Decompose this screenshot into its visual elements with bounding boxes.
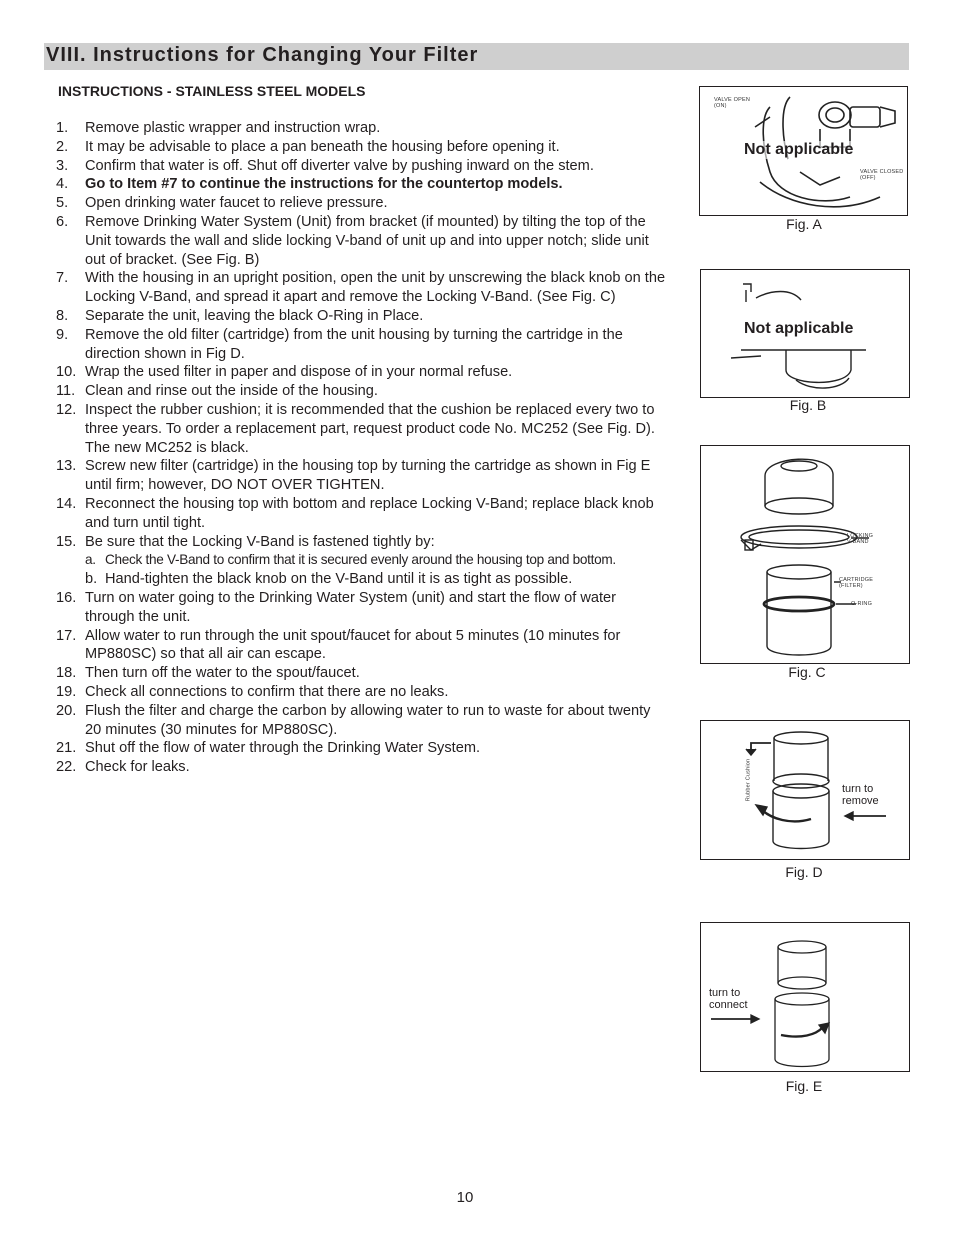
figure-a [699, 86, 908, 216]
subheading: INSTRUCTIONS - STAINLESS STEEL MODELS [58, 83, 366, 99]
label-locking-v-band: LOCKING V-BAND [847, 533, 874, 545]
page-title: VIII. Instructions for Changing Your Filter [46, 44, 479, 66]
list-item [56, 664, 666, 683]
step-number: 12. [56, 401, 77, 418]
step-number: 19. [56, 683, 77, 700]
list-item [56, 758, 666, 777]
figure-d [700, 720, 910, 860]
list-item [56, 382, 666, 401]
step-number: 1. [56, 120, 69, 136]
step-text: Check all connections to confirm that there are no leaks. [85, 683, 449, 700]
step-text: Shut off the flow of water through the Drinking Water System. [85, 740, 481, 757]
step-text: Clean and rinse out the inside of the housing. [85, 383, 378, 400]
step-number: 8. [56, 307, 69, 324]
figure-e [700, 922, 910, 1072]
step-number: 9. [56, 326, 69, 343]
list-item [56, 363, 666, 382]
step-text-bold: Go to Item #7 to continue the instructions for the countertop models. [85, 176, 563, 193]
step-number: 18. [56, 665, 77, 682]
label-valve-open: VALVE OPEN (ON) [714, 97, 751, 109]
step-text: Turn on water going to the Drinking Water System (unit) and start the flow of water through the unit. [85, 589, 617, 625]
step-text: Allow water to run through the unit spout/faucet for about 5 minutes (10 minutes for MP880SC) so that all air can escape. [85, 627, 621, 663]
step-text: Be sure that the Locking V-Band is fastened tightly by: [85, 533, 435, 550]
step-text: It may be advisable to place a pan beneath the housing before opening it. [85, 138, 560, 155]
step-number: 16. [56, 589, 77, 606]
step-text: Wrap the used filter in paper and dispose of in your normal refuse. [85, 364, 513, 381]
step-number: 13. [56, 458, 77, 475]
step-text: Flush the filter and charge the carbon by allowing water to run to waste for about twenty 20 minutes (30 minutes for MP880SC). [85, 702, 651, 738]
step-number: 7. [56, 270, 69, 287]
sub-text: Hand-tighten the black knob on the V-Band until it is as tight as possible. [105, 571, 573, 588]
list-item [56, 119, 666, 138]
list-item [56, 683, 666, 702]
step-text: Remove Drinking Water System (Unit) from bracket (if mounted) by tilting the top of the Unit towards the wall and slide locking V-band of unit up and into upper notch; slide unit out of bracket. (See Fig. B) [85, 213, 649, 268]
list-item [56, 702, 666, 740]
step-number: 11. [56, 383, 76, 400]
list-item [56, 401, 666, 457]
page-number: 10 [456, 1189, 474, 1206]
step-number: 17. [56, 627, 77, 644]
step-text: Remove plastic wrapper and instruction wrap. [85, 120, 381, 136]
step-text: Screw new filter (cartridge) in the housing top by turning the cartridge as shown in Fig E until firm; however, DO NOT OVER TIGHTEN. [85, 458, 651, 494]
list-item [56, 213, 666, 269]
list-item [56, 589, 666, 627]
step-text: Open drinking water faucet to relieve pressure. [85, 195, 388, 212]
step-number: 15. [56, 533, 77, 550]
label-rubber-cushion: Rubber Cushion [745, 758, 752, 802]
figure-caption: Fig. B [789, 397, 827, 413]
sub-item [85, 570, 666, 589]
instruction-list [56, 119, 666, 777]
list-item [56, 627, 666, 665]
figure-caption: Fig. C [788, 664, 826, 680]
list-item [56, 326, 666, 364]
not-applicable-label: Not applicable [744, 320, 854, 337]
step-text: Check for leaks. [85, 759, 190, 776]
step-number: 22. [56, 759, 77, 776]
step-text: Remove the old filter (cartridge) from the unit housing by turning the cartridge in the direction shown in Fig D. [85, 326, 623, 362]
exploded-unit-illustration [701, 446, 909, 663]
list-item [56, 307, 666, 326]
label-valve-closed: VALVE CLOSED (OFF) [860, 169, 904, 181]
step-number: 6. [56, 213, 69, 230]
step-number: 2. [56, 138, 69, 155]
sub-letter: b. [85, 571, 98, 588]
step-text: Confirm that water is off. Shut off diverter valve by pushing inward on the stem. [85, 157, 594, 174]
label-o-ring: O-RING [851, 601, 873, 607]
step-number: 5. [56, 195, 69, 212]
not-applicable-label: Not applicable [744, 141, 854, 158]
step-number: 20. [56, 702, 77, 719]
section-banner [44, 43, 909, 70]
step-text: Reconnect the housing top with bottom and replace Locking V-Band; replace black knob and turn until tight. [85, 495, 654, 531]
sub-item [85, 551, 666, 570]
list-item [56, 739, 666, 758]
list-item [56, 194, 666, 213]
step-text: With the housing in an upright position, open the unit by unscrewing the black knob on the Locking V-Band, and spread it apart and remove the Locking V-Band. (See Fig. C) [85, 270, 666, 306]
figure-caption: Fig. E [785, 1078, 823, 1094]
step-number: 4. [56, 176, 69, 193]
list-item [56, 175, 666, 194]
list-item [56, 138, 666, 157]
sub-letter: a. [85, 552, 96, 568]
turn-to-connect-label: turn to connect [709, 987, 748, 1011]
step-number: 14. [56, 495, 77, 512]
figure-caption: Fig. A [786, 216, 822, 232]
list-item [56, 533, 666, 589]
list-item [56, 157, 666, 176]
label-cartridge: CARTRIDGE (FILTER) [839, 577, 874, 589]
step-number: 3. [56, 157, 69, 174]
step-text: Inspect the rubber cushion; it is recommended that the cushion be replaced every two to three years. To order a replacement part, request product code No. MC252 (See Fig. D). The new MC252 is black. [85, 401, 655, 456]
list-item [56, 269, 666, 307]
list-item [56, 495, 666, 533]
sub-text: Check the V-Band to confirm that it is secured evenly around the housing top and bottom. [105, 552, 616, 568]
figure-b [700, 269, 910, 398]
list-item [56, 457, 666, 495]
step-number: 21. [56, 740, 77, 757]
step-text: Then turn off the water to the spout/faucet. [85, 665, 360, 682]
figure-caption: Fig. D [785, 864, 823, 880]
step-number: 10. [56, 364, 77, 381]
step-text: Separate the unit, leaving the black O-Ring in Place. [85, 307, 424, 324]
figure-c [700, 445, 910, 664]
turn-to-remove-label: turn to remove [842, 783, 879, 807]
